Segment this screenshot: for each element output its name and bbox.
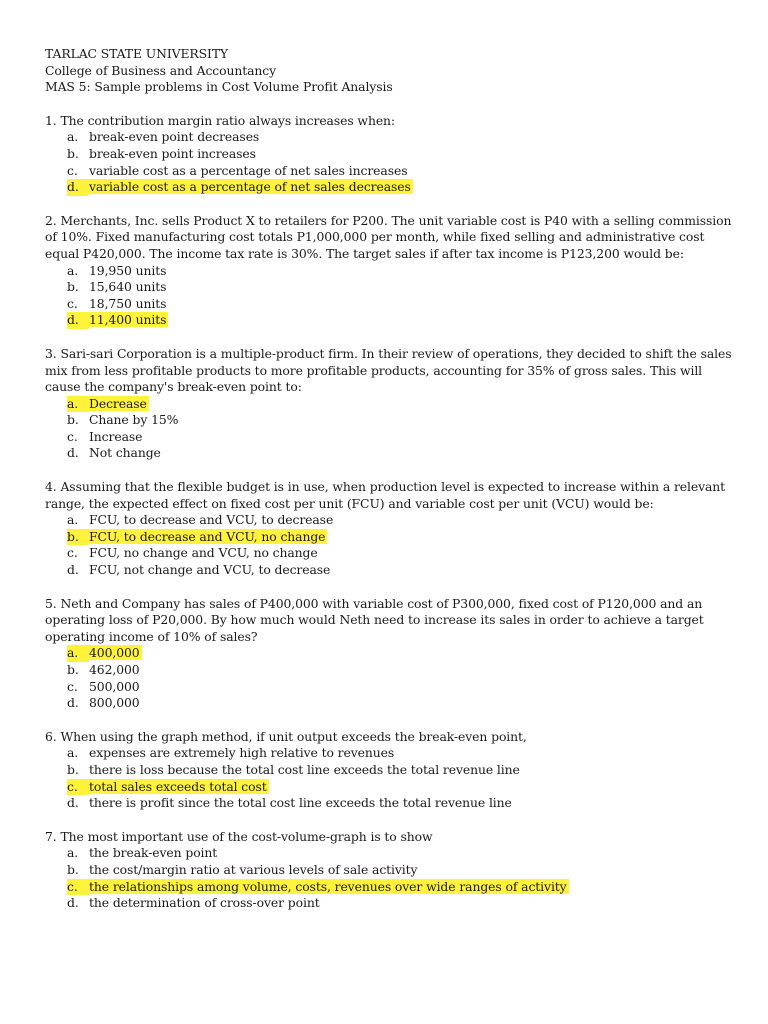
option-text: FCU, to decrease and VCU, no change (89, 528, 326, 544)
answer-option (45, 129, 735, 146)
option-text: 462,000 (89, 662, 140, 677)
highlighted-answer-option (45, 645, 735, 662)
option-letter: c. (67, 678, 78, 694)
answer-option (45, 745, 735, 762)
question-stem: 2. Merchants, Inc. sells Product X to retailers for P200. The unit variable cost is P40 with a selling commission of 10%. Fixed manufacturing cost totals P1,000,000 per month, while fixed selling and administrative cost equal P420,000. The income tax rate is 30%. The target sales if after tax income is P123,200 would be: (45, 212, 732, 261)
option-letter: b. (67, 861, 79, 877)
option-letter: c. (67, 428, 78, 444)
answer-option (45, 679, 735, 696)
option-text: variable cost as a percentage of net sales decreases (89, 179, 411, 195)
highlighted-answer-option (45, 529, 735, 546)
answer-option (45, 163, 735, 180)
option-text: there is loss because the total cost line exceeds the total revenue line (89, 761, 520, 777)
option-letter: b. (67, 662, 79, 677)
option-letter: d. (67, 179, 89, 196)
answer-option (45, 662, 735, 679)
answer-option (45, 895, 735, 912)
option-text: Not change (89, 445, 161, 461)
option-letter: d. (67, 445, 79, 461)
option-letter: b. (67, 529, 89, 546)
option-list (45, 263, 735, 329)
answer-option (45, 545, 735, 562)
option-text: FCU, not change and VCU, to decrease (89, 562, 331, 578)
answer-option (45, 512, 735, 529)
option-text: Chane by 15% (89, 412, 179, 428)
option-text: the cost/margin ratio at various levels of sale activity (89, 861, 418, 877)
option-letter: c. (67, 162, 78, 178)
option-text: break-even point decreases (89, 129, 260, 145)
answer-option (45, 445, 735, 462)
option-list (45, 512, 735, 578)
option-text: 18,750 units (89, 295, 167, 311)
document-page (45, 46, 735, 912)
option-letter: a. (67, 129, 79, 145)
question-stem: 4. Assuming that the flexible budget is in use, when production level is expected to increase within a relevant range, the expected effect on fixed cost per unit (FCU) and variable cost per unit (VCU) would be: (45, 479, 726, 511)
option-letter: a. (67, 512, 79, 528)
highlighted-answer-option (45, 396, 735, 413)
option-text: expenses are extremely high relative to revenues (89, 745, 395, 761)
option-text: FCU, no change and VCU, no change (89, 545, 318, 561)
highlighted-answer-option (45, 779, 735, 796)
answer-option (45, 862, 735, 879)
answer-option (45, 279, 735, 296)
answer-option (45, 263, 735, 280)
option-text: variable cost as a percentage of net sales increases (89, 162, 408, 178)
option-text: 15,640 units (89, 279, 167, 295)
option-letter: c. (67, 879, 89, 896)
option-list (45, 396, 735, 462)
answer-option (45, 845, 735, 862)
option-letter: d. (67, 695, 79, 711)
option-letter: a. (67, 396, 89, 413)
question-stem: 5. Neth and Company has sales of P400,000 with variable cost of P300,000, fixed cost of P120,000 and an operating loss of P20,000. By how much would Neth need to increase its sales in order to achieve a target operating income of 10% of sales? (45, 595, 704, 644)
question-4 (45, 479, 735, 579)
option-letter: c. (67, 545, 78, 561)
answer-option (45, 562, 735, 579)
option-letter: d. (67, 562, 79, 578)
document-header (45, 46, 735, 96)
question-stem: 1. The contribution margin ratio always increases when: (45, 112, 396, 128)
option-list (45, 129, 735, 195)
question-6 (45, 729, 735, 812)
option-text: 500,000 (89, 678, 140, 694)
answer-option (45, 762, 735, 779)
question-2 (45, 213, 735, 329)
highlighted-answer-option (45, 179, 735, 196)
university-name: TARLAC STATE UNIVERSITY (45, 46, 229, 61)
option-letter: c. (67, 295, 78, 311)
answer-option (45, 795, 735, 812)
option-letter: a. (67, 262, 79, 278)
college-name: College of Business and Accountancy (45, 62, 277, 78)
option-letter: a. (67, 745, 79, 761)
question-7 (45, 829, 735, 912)
option-letter: b. (67, 412, 79, 428)
option-text: break-even point increases (89, 145, 256, 161)
option-text: Decrease (89, 395, 147, 411)
question-stem: 6. When using the graph method, if unit output exceeds the break-even point, (45, 728, 527, 744)
option-text: the relationships among volume, costs, revenues over wide ranges of activity (89, 878, 567, 894)
option-text: 400,000 (89, 645, 140, 661)
answer-option (45, 429, 735, 446)
option-letter: b. (67, 145, 79, 161)
answer-option (45, 146, 735, 163)
option-text: FCU, to decrease and VCU, to decrease (89, 512, 334, 528)
option-letter: a. (67, 645, 89, 662)
option-text: the break-even point (89, 845, 218, 861)
option-letter: d. (67, 895, 79, 911)
option-letter: c. (67, 779, 89, 796)
question-5 (45, 596, 735, 712)
option-letter: a. (67, 845, 79, 861)
option-list (45, 745, 735, 811)
question-1 (45, 113, 735, 196)
option-text: 800,000 (89, 695, 140, 711)
answer-option (45, 412, 735, 429)
question-list (45, 113, 735, 912)
option-list (45, 645, 735, 711)
highlighted-answer-option (45, 879, 735, 896)
option-text: there is profit since the total cost line exceeds the total revenue line (89, 795, 512, 811)
option-text: Increase (89, 428, 143, 444)
option-letter: d. (67, 312, 89, 329)
option-letter: b. (67, 279, 79, 295)
highlighted-answer-option (45, 312, 735, 329)
option-text: 19,950 units (89, 262, 167, 278)
question-3 (45, 346, 735, 462)
answer-option (45, 695, 735, 712)
course-title: MAS 5: Sample problems in Cost Volume Profit Analysis (45, 79, 393, 95)
option-list (45, 845, 735, 911)
option-letter: d. (67, 795, 79, 811)
question-stem: 3. Sari-sari Corporation is a multiple-product firm. In their review of operations, they decided to shift the sales mix from less profitable products to more profitable products, accounting for 35% of gross sales. This will cause the company's break-even point to: (45, 345, 732, 395)
option-text: total sales exceeds total cost (89, 778, 267, 794)
answer-option (45, 296, 735, 313)
option-text: 11,400 units (89, 312, 167, 328)
question-stem: 7. The most important use of the cost-volume-graph is to show (45, 828, 433, 844)
option-text: the determination of cross-over point (89, 895, 320, 911)
option-letter: b. (67, 761, 79, 777)
